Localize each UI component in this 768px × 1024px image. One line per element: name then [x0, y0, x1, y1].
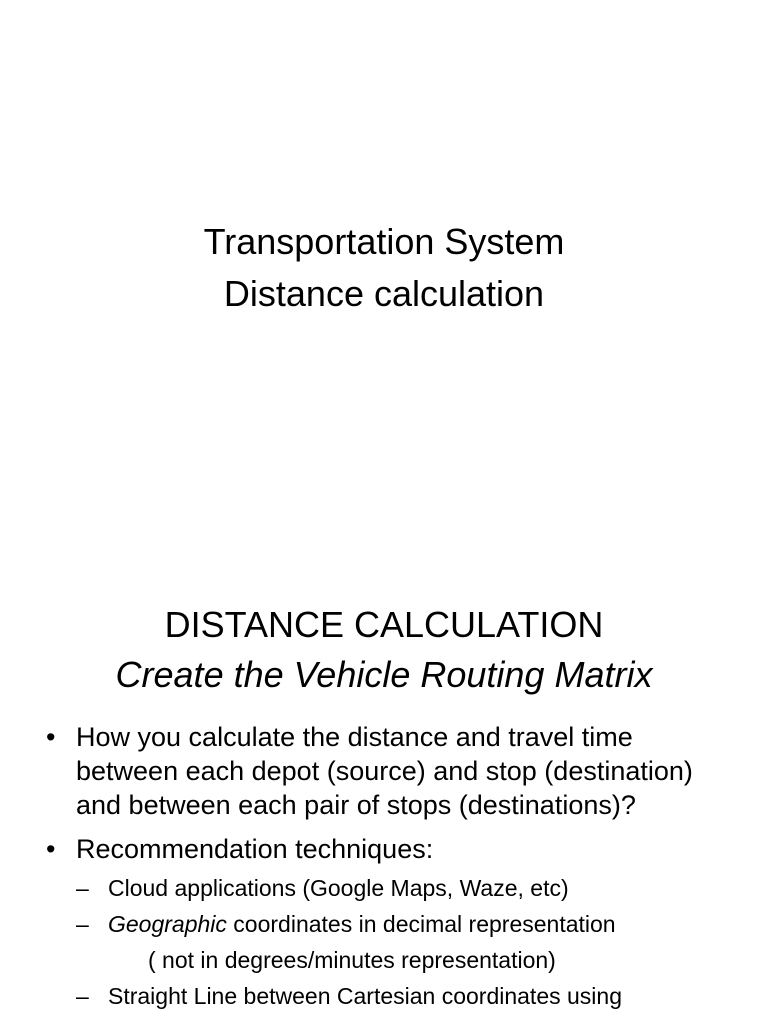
bullet-text: How you calculate the distance and travel time between each depot (source) and stop (destination) and between each pair of stops (destinations)?	[76, 722, 693, 820]
sub-bullet-text: Straight Line between Cartesian coordinates using	[108, 983, 622, 1009]
bullet-item	[44, 720, 724, 822]
sub-bullet-emphasis: Geographic	[108, 911, 227, 937]
sub-bullet-continuation	[76, 942, 724, 978]
sub-bullet-item	[76, 906, 724, 942]
sub-bullet-text: coordinates in decimal representation	[226, 911, 616, 937]
heading-main: DISTANCE CALCULATION	[164, 604, 604, 645]
sub-bullet-list	[76, 870, 724, 1014]
title-line-1: Transportation System	[203, 221, 565, 262]
sub-bullet-text: Cloud applications (Google Maps, Waze, etc)	[108, 875, 569, 901]
slide-title	[0, 216, 768, 320]
sub-bullet-item	[76, 870, 724, 906]
sub-bullet-item	[76, 978, 724, 1014]
heading-subtitle: Create the Vehicle Routing Matrix	[115, 654, 653, 695]
title-line-2: Distance calculation	[223, 273, 545, 314]
bullet-text: Recommendation techniques:	[76, 834, 434, 864]
content-slide	[0, 576, 768, 1024]
slide-heading	[0, 600, 768, 700]
bullet-list	[44, 720, 724, 1024]
bullet-item	[44, 832, 724, 1014]
sub-bullet-text: ( not in degrees/minutes representation)	[148, 947, 556, 973]
